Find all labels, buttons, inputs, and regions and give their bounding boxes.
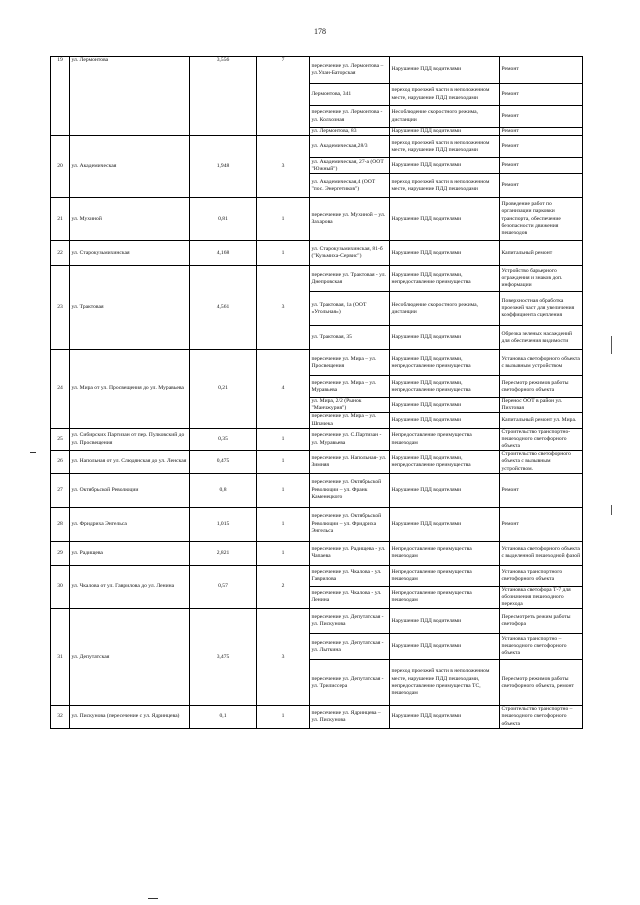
location-cell: пересечение ул. Лермонтова – ул.Улан-Баторская (310, 57, 390, 84)
length-cell: 0,35 (190, 428, 257, 450)
measure-cell: Ремонт (500, 507, 583, 541)
measure-cell: Капитальный ремонт ул. Мира. (500, 413, 583, 428)
table-row (51, 57, 583, 84)
measure-cell: Установка транспортно – пешеходного светофорного объекта (500, 634, 583, 660)
table-row (51, 473, 583, 507)
cause-cell: Нарушение ПДД водителями (390, 198, 500, 241)
location-cell: пересечение ул. Мира – ул. Шпачека (310, 413, 390, 428)
length-cell: 4,168 (190, 241, 257, 266)
location-cell: пересечение ул. Мира – ул. Муравьева (310, 376, 390, 398)
count-cell: 7 (257, 57, 310, 136)
location-cell: пересечение ул. Мухиной – ул. Захарова (310, 198, 390, 241)
table-row (51, 565, 583, 586)
table-row (51, 541, 583, 565)
location-cell: пересечение ул. Мира – ул. Просвещения (310, 350, 390, 376)
row-number-cell: 26 (51, 451, 70, 473)
measure-cell: Строительство транспортно – пешеходного светофорного объекта (500, 706, 583, 728)
length-cell: 0,21 (190, 350, 257, 429)
table-row (51, 451, 583, 473)
count-cell: 3 (257, 609, 310, 706)
scan-mark (611, 505, 612, 515)
cause-cell: переход проезжей части в неположенном месте, нарушение ПДД пешеходами, непредоставление преимущества ТС, пешеходам (390, 660, 500, 706)
measure-cell: Ремонт (500, 106, 583, 128)
street-cell: ул. Радищева (70, 541, 190, 565)
cause-cell: переход проезжей части в неположенном месте, нарушение ПДД пешеходами (390, 174, 500, 198)
cause-cell: Нарушение ПДД водителями (390, 57, 500, 84)
measure-cell: Строительство светофорного объекта с вызывным устройством. (500, 451, 583, 473)
count-cell: 3 (257, 266, 310, 350)
location-cell: пересечение ул. Депутатская - ул. Пискунова (310, 609, 390, 634)
location-cell: ул. Старокузьмихинская, 81-б ("Кузьмиха-Сервис") (310, 241, 390, 266)
cause-cell: Нарушение ПДД водителями (390, 158, 500, 174)
cause-cell: Непредоставление преимущества пешеходам (390, 428, 500, 450)
page-number: 178 (314, 27, 326, 36)
cause-cell: Нарушение ПДД водителями (390, 398, 500, 413)
count-cell: 1 (257, 198, 310, 241)
street-cell: ул. Напольная от ул. Слюдянская до ул. Ленская (70, 451, 190, 473)
cause-cell: Несоблюдение скоростного режима, дистанции (390, 106, 500, 128)
table-row (51, 706, 583, 728)
length-cell: 0,8 (190, 473, 257, 507)
measure-cell: Поверхностная обработка проезжей част для увеличения коэффициента сцепления (500, 292, 583, 326)
count-cell: 1 (257, 473, 310, 507)
cause-cell: Нарушение ПДД водителями, непредоставление преимущества (390, 376, 500, 398)
row-number-cell: 20 (51, 136, 70, 198)
measure-cell: Проведение работ по организации парковки транспорта, обеспечение безопасности движения пешеходов (500, 198, 583, 241)
measure-cell: Пересмотр режимов работы светофорного объекта, ремонт (500, 660, 583, 706)
count-cell: 4 (257, 350, 310, 429)
table-row (51, 198, 583, 241)
measure-cell: Перенос ООТ в район ул. Пихтовая (500, 398, 583, 413)
measure-cell: Обрезка зеленых насаждений для обеспечения видимости (500, 326, 583, 350)
length-cell: 0,57 (190, 565, 257, 608)
street-cell: ул. Чкалова от ул. Гаврилова до ул. Ленина (70, 565, 190, 608)
location-cell: пересечение ул. Чкалова - ул. Гаврилова (310, 565, 390, 586)
cause-cell: Нарушение ПДД водителями (390, 609, 500, 634)
scan-mark (30, 452, 36, 453)
location-cell: пересечение ул. Ядринцева – ул. Пискунова (310, 706, 390, 728)
cause-cell: Нарушение ПДД водителями, непредоставление преимущества (390, 266, 500, 292)
cause-cell: Нарушение ПДД водителями (390, 473, 500, 507)
location-cell: пересечение ул. Трактовая - ул. Днепровская (310, 266, 390, 292)
length-cell: 1,948 (190, 136, 257, 198)
location-cell: ул. Лермонтова, 83 (310, 128, 390, 136)
measure-cell: Ремонт (500, 174, 583, 198)
location-cell: ул. Трактовая, 1а (ООТ «Угольная») (310, 292, 390, 326)
cause-cell: Нарушение ПДД водителями (390, 128, 500, 136)
length-cell: 4,561 (190, 266, 257, 350)
location-cell: пересечение ул. С.Партизан - ул. Муравьева (310, 428, 390, 450)
table-row (51, 609, 583, 634)
cause-cell: Нарушение ПДД водителями, непредоставление преимущества (390, 350, 500, 376)
table-row (51, 136, 583, 158)
row-number-cell: 25 (51, 428, 70, 450)
row-number-cell: 29 (51, 541, 70, 565)
table-row (51, 350, 583, 376)
location-cell: пересечение ул. Октябрьской Революции – ул. Франк Каменецкого (310, 473, 390, 507)
scan-mark (611, 336, 612, 354)
street-cell: ул. Трактовая (70, 266, 190, 350)
street-cell: ул. Лермонтова (70, 57, 190, 136)
measure-cell: Ремонт (500, 136, 583, 158)
table-row (51, 507, 583, 541)
measure-cell: Устройство барьерного ограждения и знаков доп. информации (500, 266, 583, 292)
measure-cell: Ремонт (500, 128, 583, 136)
location-cell: ул. Академическая,28/3 (310, 136, 390, 158)
cause-cell: Нарушение ПДД водителями (390, 507, 500, 541)
cause-cell: Нарушение ПДД водителями (390, 706, 500, 728)
scan-mark (148, 898, 158, 899)
measure-cell: Капитальный ремонт (500, 241, 583, 266)
cause-cell: переход проезжей части в неположенном месте, нарушение ПДД пешеходами (390, 136, 500, 158)
table-row (51, 266, 583, 292)
row-number-cell: 28 (51, 507, 70, 541)
location-cell: пересечение ул. Депутатская - ул. Трилиссера (310, 660, 390, 706)
measure-cell: Установка светофорного объекта с выделенной пешеходной фазой (500, 541, 583, 565)
street-cell: ул. Старокузьмихинская (70, 241, 190, 266)
location-cell: ул. Трактовая, 35 (310, 326, 390, 350)
street-cell: ул. Академическая (70, 136, 190, 198)
table-body (51, 57, 583, 729)
table-row (51, 428, 583, 450)
length-cell: 1,015 (190, 507, 257, 541)
measure-cell: Ремонт (500, 84, 583, 106)
cause-cell: Нарушение ПДД водителями, непредоставление преимущества (390, 451, 500, 473)
cause-cell: Нарушение ПДД водителями (390, 634, 500, 660)
street-cell: ул. Пискунова (пересечение с ул. Ядринцева) (70, 706, 190, 728)
measure-cell: Установка светофорного объекта с вызывным устройством (500, 350, 583, 376)
location-cell: пересечение ул. Октябрьской Революции – ул. Фридриха Энгельса (310, 507, 390, 541)
length-cell: 0,81 (190, 198, 257, 241)
row-number-cell: 24 (51, 350, 70, 429)
street-cell: ул. Сибирских Партизан от пер. Пулковский до ул. Просвещения (70, 428, 190, 450)
measure-cell: Установка светофора Т-7 для обозначения пешеходного перехода (500, 586, 583, 608)
measure-cell: Ремонт (500, 473, 583, 507)
row-number-cell: 32 (51, 706, 70, 728)
cause-cell: Нарушение ПДД водителями (390, 413, 500, 428)
count-cell: 1 (257, 706, 310, 728)
count-cell: 2 (257, 565, 310, 608)
row-number-cell: 23 (51, 266, 70, 350)
cause-cell: Нарушение ПДД водителями (390, 326, 500, 350)
location-cell: пересечение ул. Напольная- ул. Зимняя (310, 451, 390, 473)
cause-cell: Несоблюдение скоростного режима, дистанции (390, 292, 500, 326)
count-cell: 1 (257, 451, 310, 473)
location-cell: ул. Мира, 2/2 (Рынок "Манчжурия") (310, 398, 390, 413)
location-cell: пересечение ул. Лермонтова - ул. Колхозная (310, 106, 390, 128)
measure-cell: Установка транспортного светофорного объекта (500, 565, 583, 586)
count-cell: 1 (257, 241, 310, 266)
street-cell: ул. Мира от ул. Просвещения до ул. Муравьева (70, 350, 190, 429)
row-number-cell: 19 (51, 57, 70, 136)
measure-cell: Пересмотреть режим работы светофора (500, 609, 583, 634)
row-number-cell: 27 (51, 473, 70, 507)
cause-cell: переход проезжей части в неположенном месте, нарушение ПДД пешеходами (390, 84, 500, 106)
table-row (51, 241, 583, 266)
row-number-cell: 21 (51, 198, 70, 241)
measure-cell: Ремонт (500, 57, 583, 84)
accident-locations-table (50, 56, 583, 729)
location-cell: ул. Академическая,4 (ООТ "пос. Энергетиков") (310, 174, 390, 198)
street-cell: ул. Депутатская (70, 609, 190, 706)
measure-cell: Ремонт (500, 158, 583, 174)
cause-cell: Непредоставление преимущества пешеходам (390, 586, 500, 608)
row-number-cell: 22 (51, 241, 70, 266)
street-cell: ул. Фридриха Энгельса (70, 507, 190, 541)
location-cell: Лермонтова, 341 (310, 84, 390, 106)
measure-cell: Строительство транспортно-пешеходного светофорного объекта (500, 428, 583, 450)
street-cell: ул. Мухиной (70, 198, 190, 241)
count-cell: 1 (257, 507, 310, 541)
cause-cell: Непредоставление преимущества пешеходам (390, 541, 500, 565)
cause-cell: Нарушение ПДД водителями (390, 241, 500, 266)
length-cell: 3,475 (190, 609, 257, 706)
street-cell: ул. Октябрьской Революции (70, 473, 190, 507)
count-cell: 1 (257, 541, 310, 565)
length-cell: 2,821 (190, 541, 257, 565)
row-number-cell: 31 (51, 609, 70, 706)
measure-cell: Пересмотр режимов работы светофорного объекта (500, 376, 583, 398)
location-cell: пересечение ул. Радищева - ул. Чапаева (310, 541, 390, 565)
length-cell: 0,1 (190, 706, 257, 728)
location-cell: ул. Академическая, 27-а (ООТ "Южный") (310, 158, 390, 174)
length-cell: 0,475 (190, 451, 257, 473)
count-cell: 1 (257, 428, 310, 450)
count-cell: 3 (257, 136, 310, 198)
location-cell: пересечение ул. Чкалова - ул. Ленина (310, 586, 390, 608)
location-cell: пересечение ул. Депутатская - ул. Лыткина (310, 634, 390, 660)
cause-cell: Непредоставление преимущества пешеходам (390, 565, 500, 586)
row-number-cell: 30 (51, 565, 70, 608)
length-cell: 3,556 (190, 57, 257, 136)
